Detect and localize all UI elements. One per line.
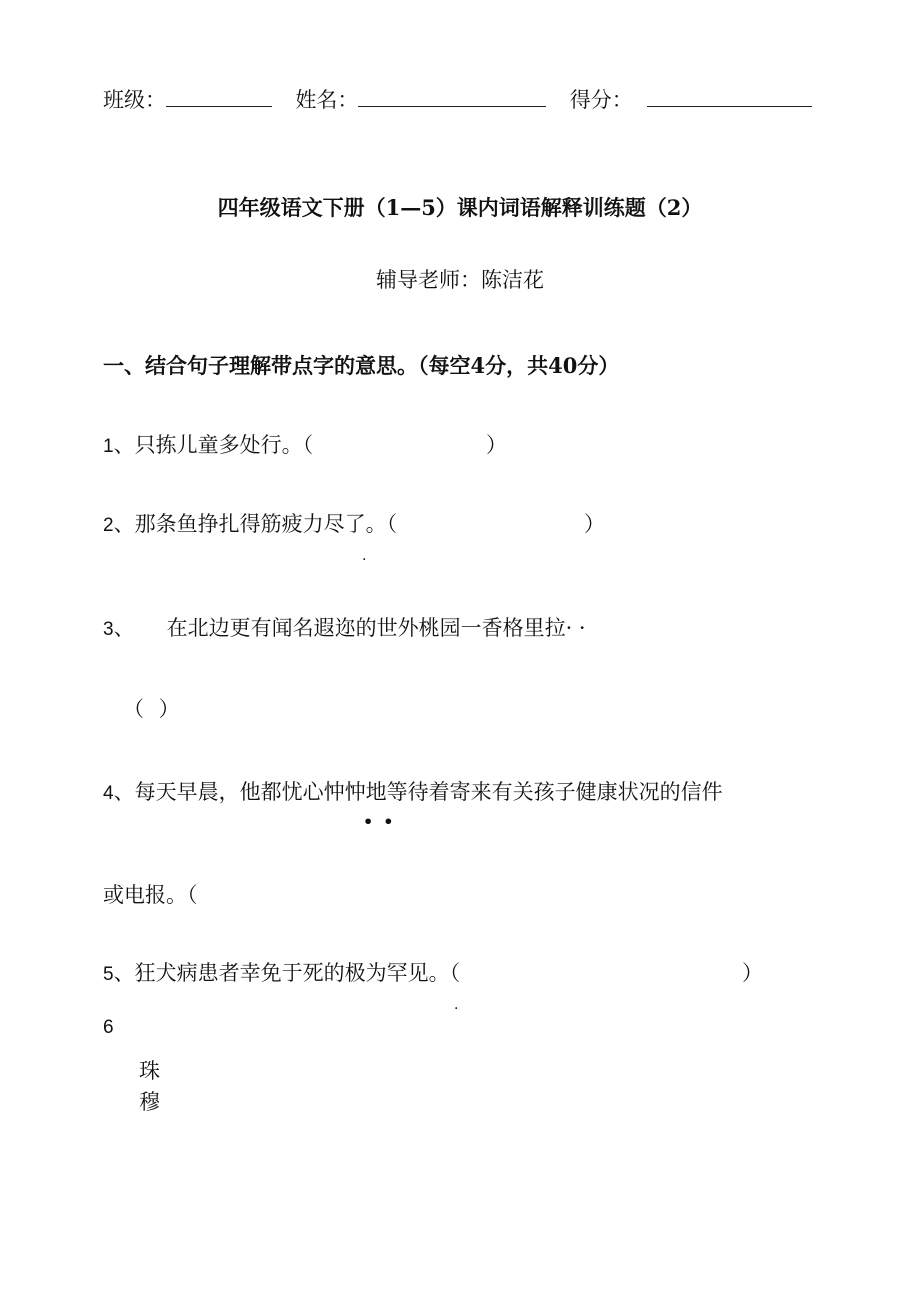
emphasis-dots: •• — [363, 812, 404, 831]
question-text: 狂犬病患者幸免于死的极为罕见。（ — [134, 961, 461, 985]
question-3 — [103, 612, 586, 642]
name-label: 姓名： — [295, 88, 359, 112]
question-text: 那条鱼挣扎得筋疲力尽了。（ — [134, 512, 398, 536]
question-text: 只拣儿童多处行。（ — [134, 433, 314, 457]
question-4-continuation: 或电报。（ — [103, 883, 198, 907]
emphasis-dot: · — [454, 1001, 459, 1017]
question-number: 3 — [103, 619, 114, 640]
question-number: 4 — [103, 783, 114, 804]
answer-close-paren[interactable]: ） — [584, 512, 605, 536]
question-number: 2 — [103, 515, 114, 536]
question-6-text-cut — [139, 1086, 160, 1114]
question-sep: 、 — [113, 616, 135, 640]
answer-close-paren[interactable]: ） — [486, 433, 507, 457]
question-sep: 、 — [113, 433, 135, 457]
score-label: 得分： — [569, 88, 633, 112]
name-blank[interactable] — [358, 88, 546, 107]
section-heading: 一、结合句子理解带点字的意思。（每空4分，共40分） — [103, 353, 620, 378]
question-4 — [103, 776, 723, 806]
emphasis-dot: · — [362, 552, 367, 568]
class-label: 班级： — [103, 88, 166, 112]
answer-paren[interactable]: （ ） — [123, 697, 180, 721]
class-blank[interactable] — [166, 88, 272, 107]
question-sep: 、 — [113, 512, 135, 536]
question-6-text: 珠 — [139, 1059, 160, 1083]
question-1 — [103, 429, 313, 459]
question-6-text-cut-char: 穆 — [139, 1090, 160, 1114]
question-sep: 、 — [113, 961, 135, 985]
question-text: 在北边更有闻名遐迩的世外桃园一香格里拉· · — [166, 616, 586, 640]
question-number: 1 — [103, 436, 114, 457]
answer-close-paren[interactable]: ） — [742, 961, 763, 985]
header-row — [103, 84, 812, 114]
page-title: 四年级语文下册（1—5）课内词语解释训练题（2） — [217, 195, 703, 220]
question-number: 5 — [103, 964, 114, 985]
question-2 — [103, 508, 397, 538]
question-6-number: 6 — [103, 1017, 114, 1038]
teacher-line: 辅导老师：陈洁花 — [376, 268, 544, 292]
score-blank[interactable] — [647, 88, 812, 107]
question-text: 每天早晨，他都忧心忡忡地等待着寄来有关孩子健康状况的信件 — [134, 780, 723, 804]
question-sep: 、 — [113, 780, 135, 804]
question-5 — [103, 957, 460, 987]
